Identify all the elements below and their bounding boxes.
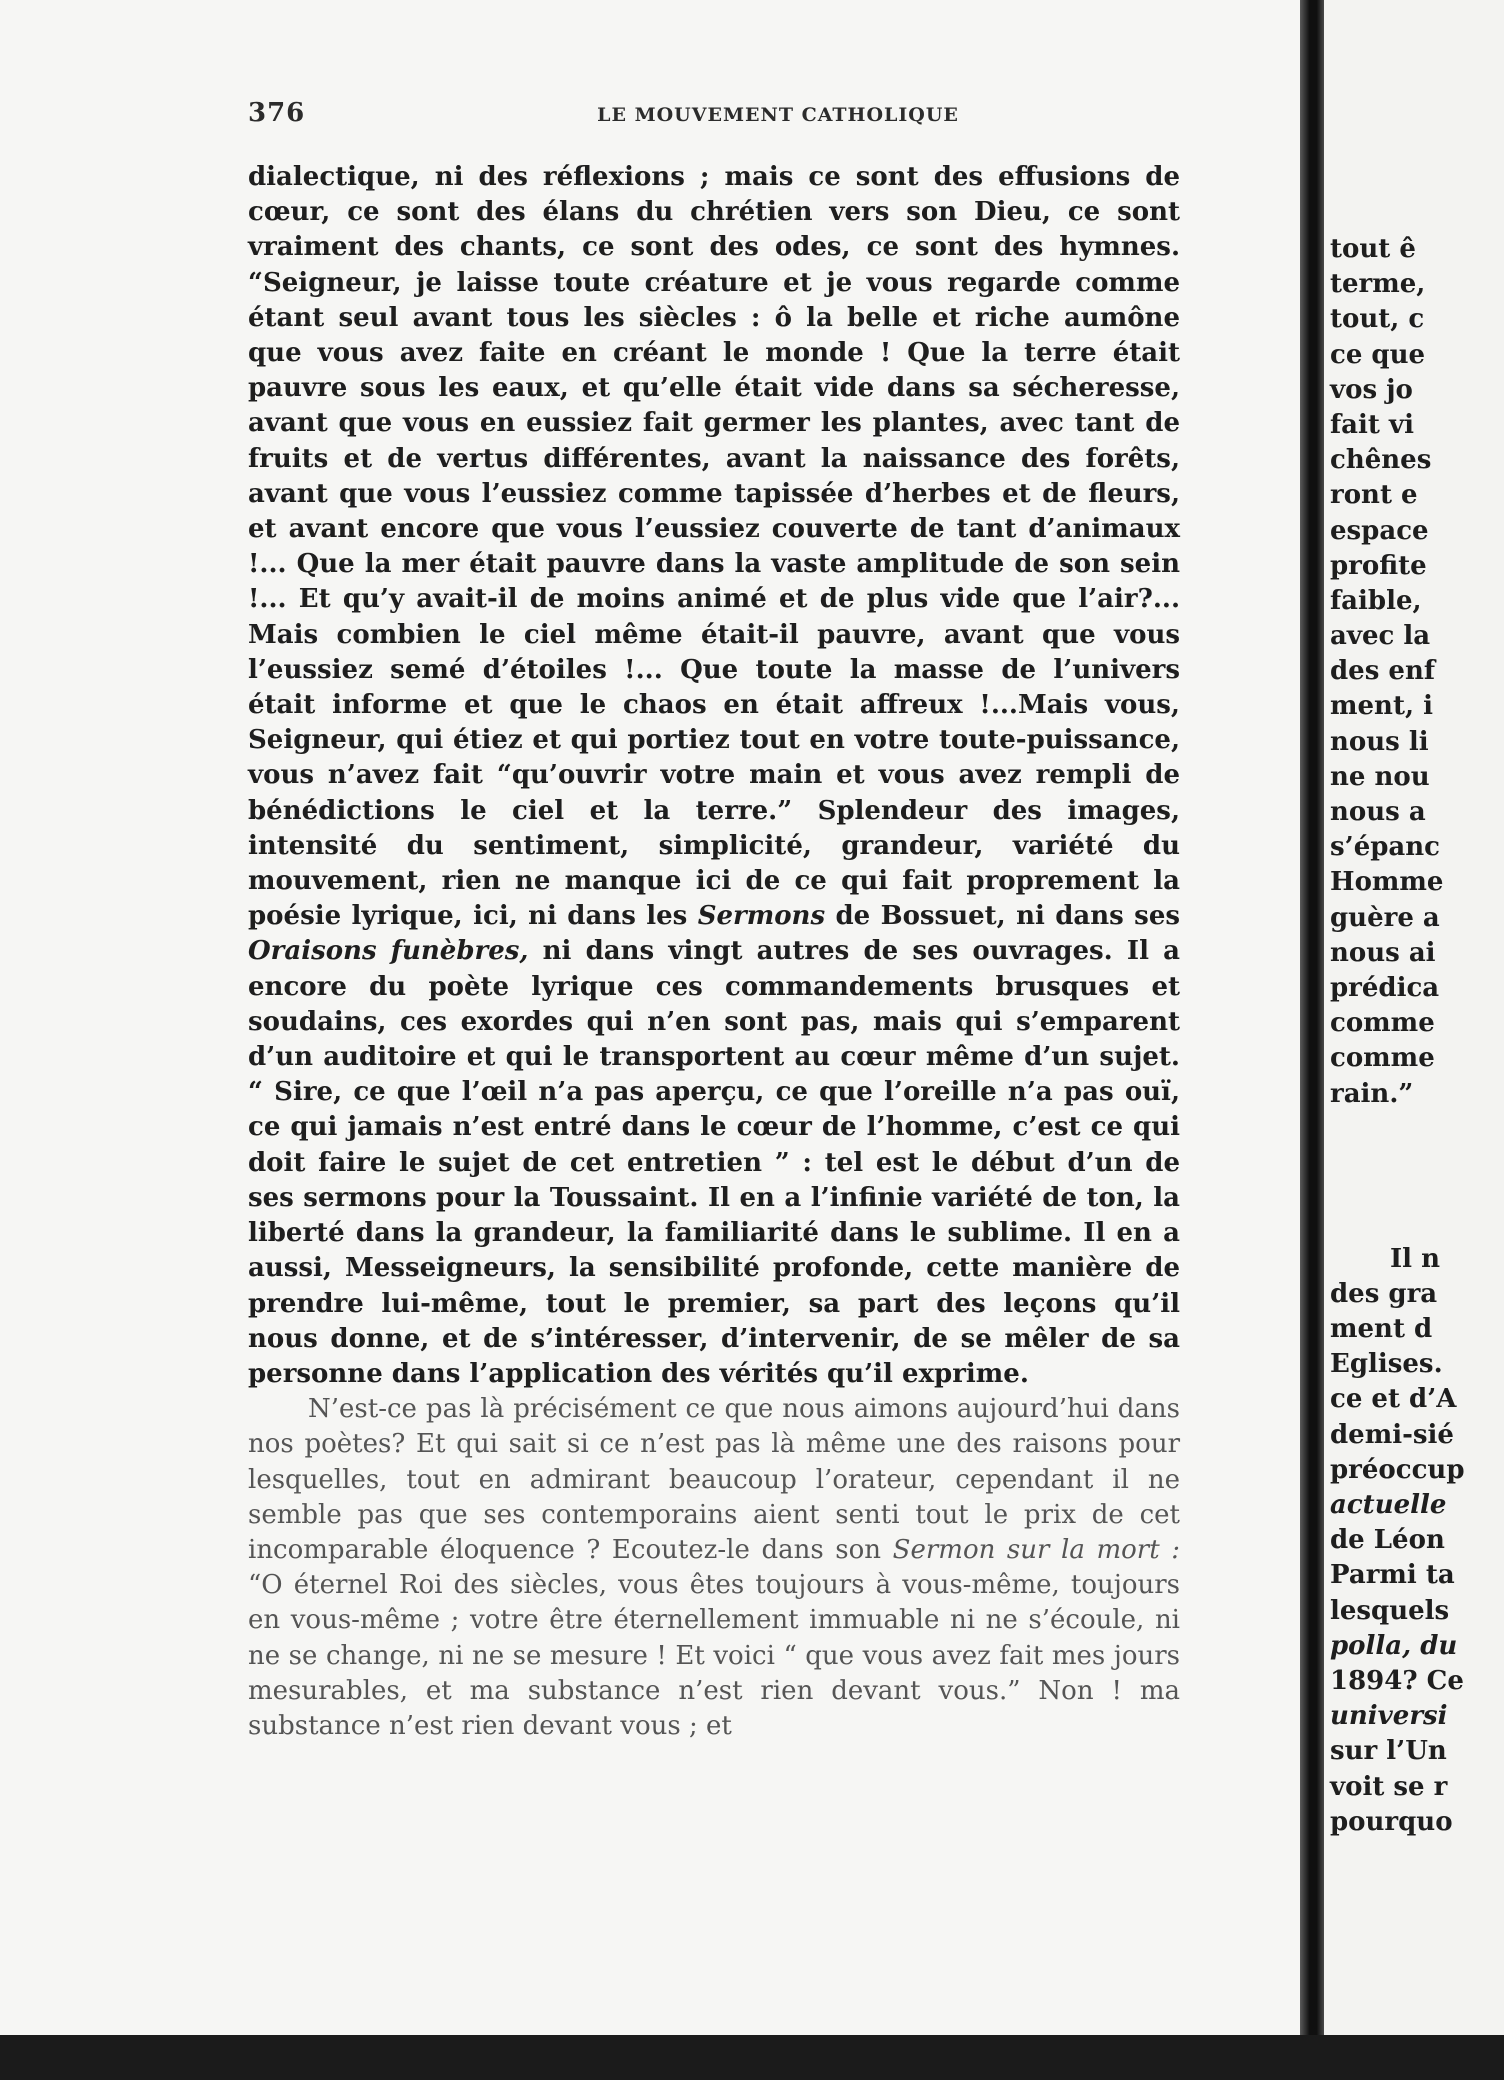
right-line: 1894? Ce	[1330, 1665, 1464, 1696]
right-line: universi	[1330, 1701, 1448, 1732]
right-line: fait vi	[1330, 409, 1414, 440]
right-line: chênes	[1330, 445, 1432, 476]
paragraph-1-text-a: dialectique, ni des réflexions ; mais ce sont des effusions de cœur, ce sont des élans du chrétien vers son Dieu, ce sont vraiment des chants, ce sont des odes, ce sont des hymnes. “Seigneur, je laisse toute créature et je vous regarde comme étant seul avant tous les siècles : ô la belle et riche aumône que vous avez faite en créant le monde ! Que la terre était pauvre sous les eaux, et qu’elle était vide dans sa sécheresse, avant que vous en eussiez fait germer les plantes, avec tant de fruits et de vertus différentes, avant la naissance des forêts, avant que vous l’eussiez comme tapissée d’herbes et de fleurs, et avant encore que vous l’eussiez couverte de tant d’animaux !... Que la mer était pauvre dans la vaste amplitude de son sein !... Et qu’y avait-il de moins animé et de plus vide que l’air?... Mais combien le ciel même était-il pauvre, avant que vous l’eussiez semé d’étoiles !... Que toute la masse de l’univers était informe et que le chaos en était affreux !...Mais vous, Seigneur, qui étiez et qui portiez tout en votre toute-puissance, vous n’avez fait “qu’ouvrir votre main et vous avez rempli de bénédictions le ciel et la terre.” Splendeur des images, intensité du sentiment, simplicité, grandeur, variété du mouvement, rien ne manque ici de ce qui fait proprement la poésie lyrique, ici, ni dans les	[248, 162, 1180, 932]
right-line: Parmi ta	[1330, 1560, 1455, 1591]
right-page-bottom-lines	[1330, 1242, 1504, 1840]
paragraph-1	[248, 160, 1180, 1392]
paragraph-2-text-b: “O éternel Roi des siècles, vous êtes toujours à vous-même, toujours en vous-même ; votre être éternellement immuable ni ne s’écoule, ni ne se change, ni ne se mesure ! Et voici “ que vous avez fait mes jours mesurables, et ma substance n’est rien devant vous.” Non ! ma substance n’est rien devant vous ; et	[248, 1570, 1180, 1741]
paragraph-1-text-c: ni dans vingt autres de ses ouvrages. Il a encore du poète lyrique ces commandements brusques et soudains, ces exordes qui n’en sont pas, mais qui s’emparent d’un auditoire et qui le transportent au cœur même d’un sujet. “ Sire, ce que l’œil n’a pas aperçu, ce que l’oreille n’a pas ouï, ce qui jamais n’est entré dans le cœur de l’homme, c’est ce qui doit faire le sujet de cet entretien ” : tel est le début d’un de ses sermons pour la Toussaint. Il en a l’infinie variété de ton, la liberté dans la grandeur, la familiarité dans le sublime. Il en a aussi, Messeigneurs, la sensibilité profonde, cette manière de prendre lui-même, tout le premier, sa part des leçons qu’il nous donne, et de s’intéresser, d’intervenir, de se mêler de sa personne dans l’application des vérités qu’il exprime.	[248, 936, 1180, 1389]
right-line: vos jo	[1330, 374, 1413, 405]
right-line: lesquels	[1330, 1595, 1450, 1626]
right-line: des gra	[1330, 1278, 1438, 1309]
body-text	[248, 160, 1180, 1744]
paragraph-2	[248, 1392, 1180, 1744]
right-line: nous a	[1330, 797, 1426, 827]
right-line: comme	[1330, 1043, 1435, 1074]
right-line: pourquo	[1330, 1806, 1453, 1837]
right-line: ront e	[1330, 480, 1418, 511]
right-line: Eglises.	[1330, 1349, 1443, 1380]
right-line: nous li	[1330, 726, 1429, 757]
right-line: de Léon	[1330, 1525, 1445, 1556]
right-line: des enf	[1330, 656, 1436, 687]
right-line: ment, i	[1330, 691, 1433, 722]
right-line: demi-sié	[1330, 1419, 1454, 1450]
right-line: Il n	[1390, 1243, 1440, 1274]
right-line: prédica	[1330, 972, 1440, 1003]
paragraph-1-text-b: de Bossuet, ni dans ses	[835, 901, 1181, 932]
right-line: préoccup	[1330, 1454, 1465, 1485]
oraisons-title: Oraisons funèbres,	[248, 936, 529, 967]
right-line: comme	[1330, 1008, 1435, 1039]
right-line: tout ê	[1330, 234, 1416, 264]
running-title: LE MOUVEMENT CATHOLIQUE	[597, 104, 959, 126]
right-line: avec la	[1330, 621, 1431, 652]
right-line: espace	[1330, 515, 1429, 546]
right-line: tout, c	[1330, 304, 1425, 335]
right-line: ce et d’A	[1330, 1384, 1457, 1415]
book-gutter	[1300, 0, 1324, 2035]
right-line: ment d	[1330, 1314, 1433, 1345]
right-line: Homme	[1330, 867, 1444, 898]
paragraph-2-text-a: N’est-ce pas là précisément ce que nous aimons aujourd’hui dans nos poètes? Et qui sait si ce n’est pas là même une des raisons pour lesquelles, tout en admirant beaucoup l’orateur, cependant il ne semble pas que ses contemporains aient senti tout le prix de cet incomparable éloquence ? Ecoutez-le dans son	[248, 1394, 1180, 1565]
right-page-text	[1330, 232, 1504, 1840]
right-line: actuelle	[1330, 1490, 1447, 1520]
right-line: sur l’Un	[1330, 1736, 1447, 1767]
right-line: ce que	[1330, 339, 1426, 370]
right-line: voit se r	[1330, 1771, 1448, 1802]
running-head	[248, 98, 1188, 138]
right-line: terme,	[1330, 269, 1426, 300]
right-line: s’épanc	[1330, 832, 1440, 863]
sermon-sur-la-mort-title: Sermon sur la mort :	[892, 1534, 1181, 1565]
right-page	[1324, 0, 1504, 2035]
right-line: rain.”	[1330, 1078, 1414, 1109]
right-page-top-lines	[1330, 232, 1504, 1112]
scan-bottom-edge	[0, 2035, 1504, 2080]
right-line: polla, du	[1330, 1630, 1458, 1661]
right-line: profite	[1330, 550, 1427, 581]
right-line: ne nou	[1330, 761, 1430, 792]
right-page-gap	[1330, 1112, 1504, 1242]
sermons-title: Sermons	[697, 901, 826, 932]
right-line: guère a	[1330, 902, 1440, 933]
right-line: nous ai	[1330, 937, 1436, 968]
page-number: 376	[248, 98, 306, 128]
right-line: faible,	[1330, 585, 1422, 616]
